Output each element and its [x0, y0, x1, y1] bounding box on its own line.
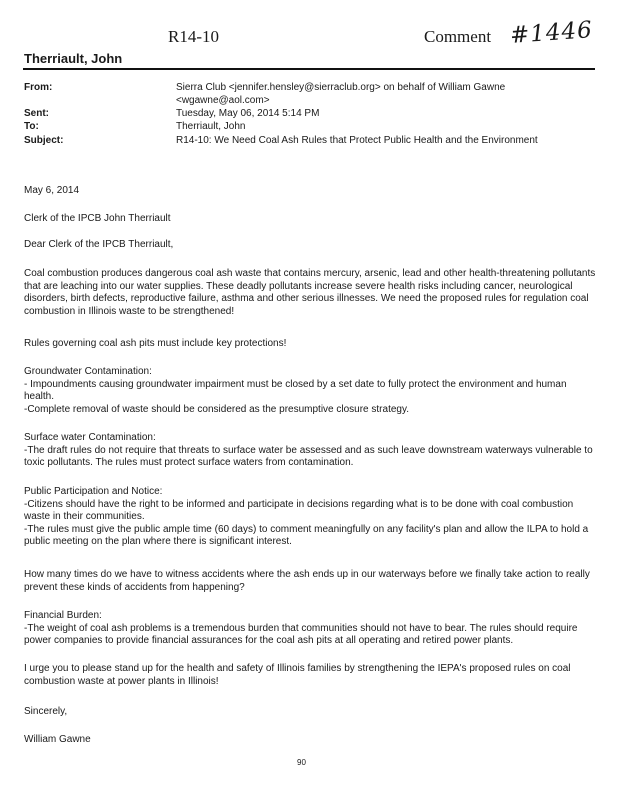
docket-number: R14-10: [168, 27, 219, 46]
financial-burden-section: [24, 610, 596, 648]
comment-label: Comment: [424, 27, 492, 46]
bullet-item: -The weight of coal ash problems is a tremendous burden that communities should not have to bear. The rules should require power companies to provide financial assurances for the coal ash pits at all operating and retired power plants.: [24, 622, 578, 646]
letter-date: May 6, 2014: [24, 185, 80, 196]
sent-value: Tuesday, May 06, 2014 5:14 PM: [176, 108, 320, 119]
public-participation-section: [24, 486, 596, 549]
bullet-item: -The rules must give the public ample time (60 days) to comment meaningfully on any facility's plan and allow the ILPA to hold a public meeting on the plan where there is significant interest.: [24, 523, 589, 547]
section-heading: Public Participation and Notice:: [24, 486, 163, 497]
subject-label: Subject:: [24, 135, 64, 146]
subject-value: R14-10: We Need Coal Ash Rules that Protect Public Health and the Environment: [176, 135, 538, 146]
handwritten-comment-number: #1446: [509, 17, 594, 49]
from-label: From:: [24, 82, 53, 93]
bullet-item: -Complete removal of waste should be considered as the presumptive closure strategy.: [24, 403, 410, 415]
closing-appeal: I urge you to please stand up for the health and safety of Illinois families by strengthening the IEPA's proposed rules on coal combustion waste at power plants in Illinois!: [24, 663, 571, 687]
rules-statement: Rules governing coal ash pits must include key protections!: [24, 338, 287, 349]
to-label: To:: [24, 121, 39, 132]
section-heading: Groundwater Contamination:: [24, 366, 152, 377]
letter-greeting: Dear Clerk of the IPCB Therriault,: [24, 239, 174, 250]
letter-recipient: Clerk of the IPCB John Therriault: [24, 213, 171, 224]
mailbox-owner-name: Therriault, John: [24, 51, 123, 66]
section-heading: Financial Burden:: [24, 610, 102, 621]
question-paragraph: How many times do we have to witness accidents where the ash ends up in our waterways before we finally take action to really prevent these kinds of accidents from happening?: [24, 569, 590, 593]
surface-water-section: [24, 432, 596, 470]
intro-paragraph: Coal combustion produces dangerous coal ash waste that contains mercury, arsenic, lead and other health-threatening pollutants that are leaching into our water supplies. These deadly pollutants increase severe health risks including cancer, neurological disorders, birth defects, reproductive failure, asthma and other serious illnesses. We need the proposed rules for regulation coal combustion in Illinois waste to be strengthened!: [24, 268, 596, 317]
header-divider: [23, 68, 595, 70]
from-value: Sierra Club <jennifer.hensley@sierraclub.org> on behalf of William Gawne <wgawne@aol.com>: [176, 82, 506, 106]
bullet-item: -Citizens should have the right to be informed and participate in decisions regarding what is to be done with coal combustion waste in their communities.: [24, 498, 574, 522]
signoff: Sincerely,: [24, 706, 68, 717]
signature: William Gawne: [24, 734, 91, 745]
section-heading: Surface water Contamination:: [24, 432, 156, 443]
bullet-item: - Impoundments causing groundwater impairment must be closed by a set date to fully protect the environment and human health.: [24, 378, 567, 402]
bullet-item: -The draft rules do not require that threats to surface water be assessed and as such leave downstream waterways vulnerable to toxic pollutants. The rules must protect surface waters from contamination.: [24, 444, 593, 468]
sent-label: Sent:: [24, 108, 49, 119]
page-number: 90: [297, 758, 306, 767]
to-value: Therriault, John: [176, 121, 246, 132]
groundwater-section: [24, 366, 596, 416]
